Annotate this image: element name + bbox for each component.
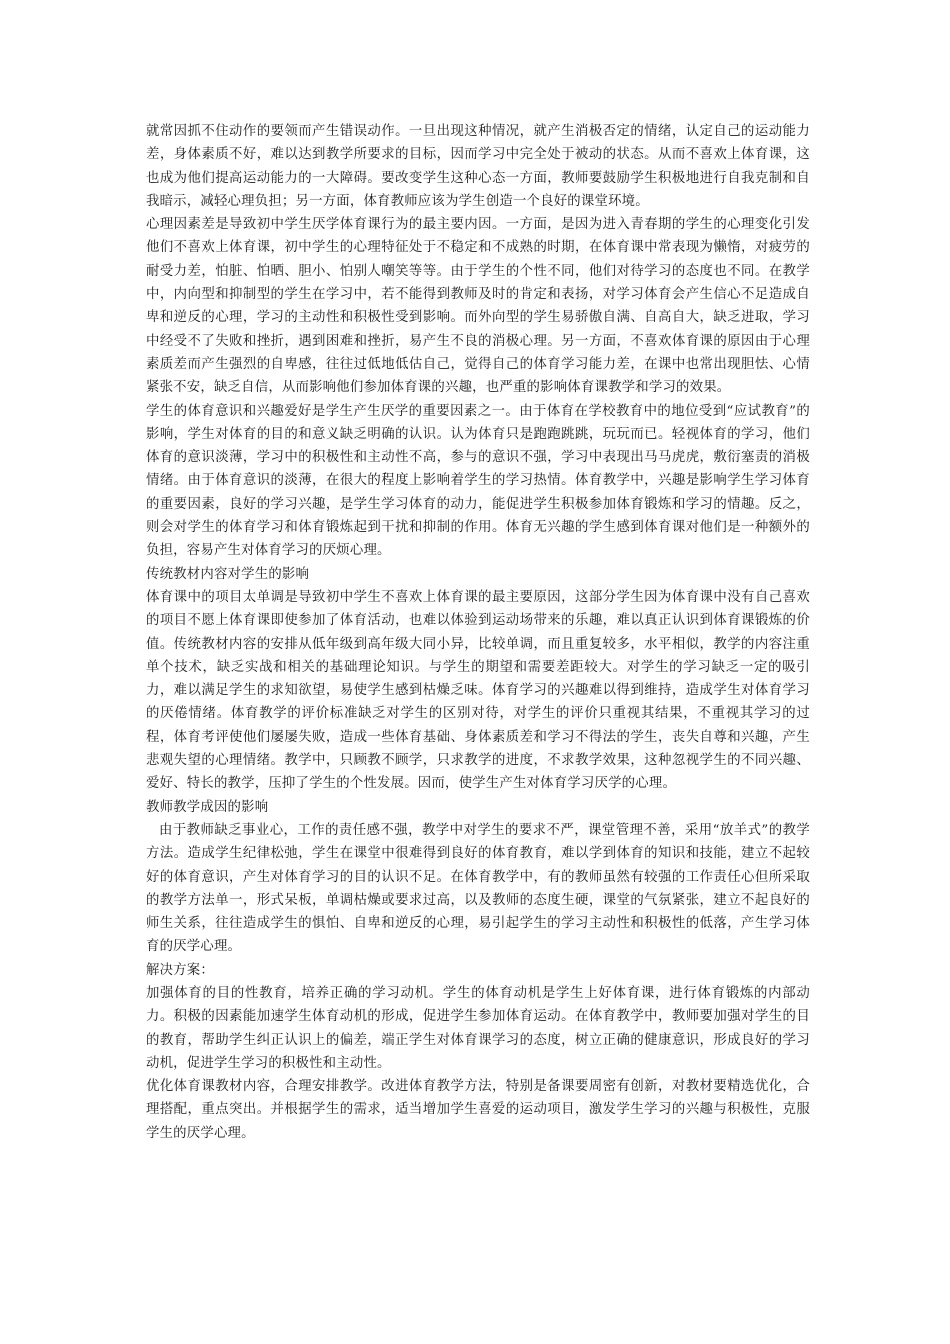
section-heading-solutions: 解决方案：: [146, 962, 214, 978]
paragraph-teacher-factors: 由于教师缺乏事业心，工作的责任感不强，教学中对学生的要求不严，课堂管理不善，采用“放羊式”的教学方法。造成学生纪律松弛，学生在课堂中很难得到良好的体育教育，难以学到体育的知识和技能，建立不起较好的体育意识，产生对体育学习的目的认识不足。在体育教学中，有的教师虽然有较强的工作责任心但所采取的教学方法单一，形式呆板，单调枯燥或要求过高，以及教师的态度生硬，课堂的气氛紧张，建立不起良好的师生关系，往往造成学生的惧怕、自卑和逆反的心理，易引起学生的学习主动性和积极性的低落，产生学习体育的厌学心理。: [146, 822, 810, 955]
document-body: [146, 120, 810, 1145]
paragraph-psychological-factors: 心理因素差是导致初中学生厌学体育课行为的最主要内因。一方面，是因为进入青春期的学生的心理变化引发他们不喜欢上体育课，初中学生的心理特征处于不稳定和不成熟的时期，在体育课中常表现为懒惰，对疲劳的耐受力差，怕脏、怕晒、胆小、怕别人嘲笑等等。由于学生的个性不同，他们对待学习的态度也不同。在教学中，内向型和抑制型的学生在学习中，若不能得到教师及时的肯定和表扬，对学习体育会产生信心不足造成自卑和逆反的心理，学习的主动性和积极性受到影响。而外向型的学生易骄傲自满、自高自大，缺乏进取，学习中经受不了失败和挫折，遇到困难和挫折，易产生不良的消极心理。另一方面，不喜欢体育课的原因由于心理素质差而产生强烈的自卑感，往往过低地低估自己，觉得自己的体育学习能力差，在课中也常出现胆怯、心情紧张不安，缺乏自信，从而影响他们参加体育课的兴趣，也严重的影响体育课教学和学习的效果。: [146, 217, 810, 396]
paragraph-solution-motivation: 加强体育的目的性教育，培养正确的学习动机。学生的体育动机是学生上好体育课，进行体育锻炼的内部动力。积极的因素能加速学生体育动机的形成，促进学生参加体育运动。在体育教学中，教师要加强对学生的目的教育，帮助学生纠正认识上的偏差，端正学生对体育课学习的态度，树立正确的健康意识，形成良好的学习动机，促进学生学习的积极性和主动性。: [146, 985, 810, 1071]
paragraph-motor-skills: 就常因抓不住动作的要领而产生错误动作。一旦出现这种情况，就产生消极否定的情绪，认定自己的运动能力差，身体素质不好，难以达到教学所要求的目标，因而学习中完全处于被动的状态。从而不喜欢上体育课，这也成为他们提高运动能力的一大障碍。要改变学生这种心态一方面，教师要鼓励学生积极地进行自我克制和自我暗示，减轻心理负担；另一方面，体育教师应该为学生创造一个良好的课堂环境。: [146, 124, 810, 209]
section-heading-teacher-factors: 教师教学成因的影响: [146, 799, 269, 815]
paragraph-traditional-materials: 体育课中的项目太单调是导致初中学生不喜欢上体育课的最主要原因，这部分学生因为体育课中没有自己喜欢的项目不愿上体育课即使参加了体育活动，也难以体验到运动场带来的乐趣，难以真正认识到体育课锻炼的价值。传统教材内容的安排从低年级到高年级大同小异，比较单调，而且重复较多，水平相似，教学的内容注重单个技术，缺乏实战和相关的基础理论知识。与学生的期望和需要差距较大。对学生的学习缺乏一定的吸引力，难以满足学生的求知欲望，易使学生感到枯燥乏味。体育学习的兴趣难以得到维持，造成学生对体育学习的厌倦情绪。体育教学的评价标准缺乏对学生的区别对待，对学生的评价只重视其结果，不重视其学习的过程，体育考评使他们屡屡失败，造成一些体育基础、身体素质差和学习不得法的学生，丧失自尊和兴趣，产生悲观失望的心理情绪。教学中，只顾教不顾学，只求教学的进度，不求教学效果，这种忽视学生的不同兴趣、爱好、特长的教学，压抑了学生的个性发展。因而，使学生产生对体育学习厌学的心理。: [146, 589, 810, 792]
paragraph-awareness-interest: 学生的体育意识和兴趣爱好是学生产生厌学的重要因素之一。由于体育在学校教育中的地位受到“应试教育”的影响，学生对体育的目的和意义缺乏明确的认识。认为体育只是跑跑跳跳，玩玩而已。轻视体育的学习，他们体育的意识淡薄，学习中的积极性和主动性不高，参与的意识不强，学习中表现出马马虎虎，敷衍塞责的消极情绪。由于体育意识的淡薄，在很大的程度上影响着学生的学习热情。体育教学中，兴趣是影响学生学习体育的重要因素，良好的学习兴趣，是学生学习体育的动力，能促进学生积极参加体育锻炼和学习的情趣。反之，则会对学生的体育学习和体育锻炼起到干扰和抑制的作用。体育无兴趣的学生感到体育课对他们是一种额外的负担，容易产生对体育学习的厌烦心理。: [146, 403, 810, 559]
section-heading-traditional-materials: 传统教材内容对学生的影响: [146, 566, 310, 582]
paragraph-solution-materials: 优化体育课教材内容，合理安排教学。改进体育教学方法，特别是备课要周密有创新，对教材要精选优化，合理搭配，重点突出。并根据学生的需求，适当增加学生喜爱的运动项目，激发学生学习的兴趣与积极性，克服学生的厌学心理。: [146, 1079, 810, 1141]
